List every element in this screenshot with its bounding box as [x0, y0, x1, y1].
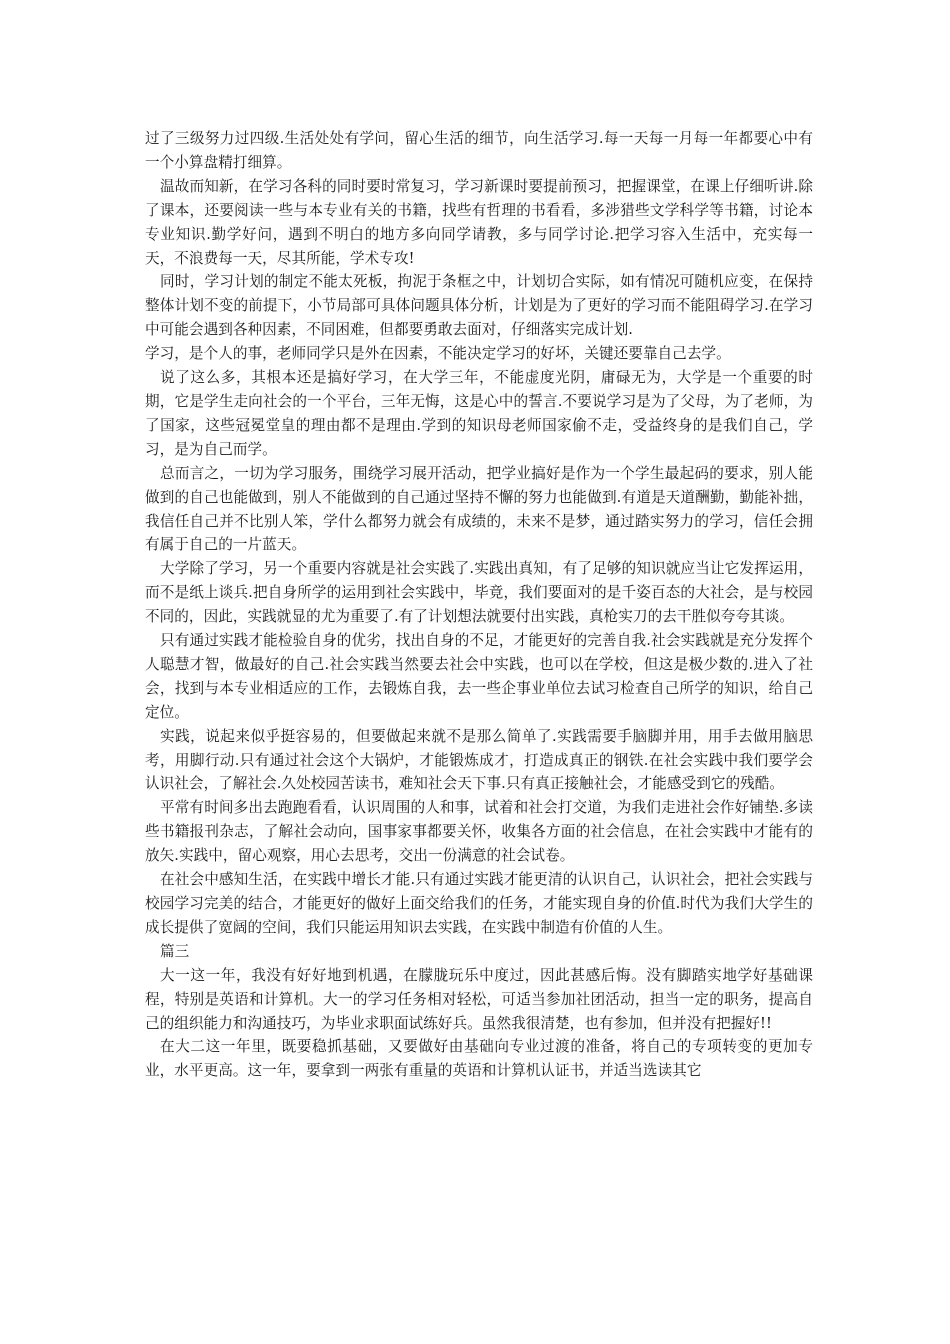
paragraph: 实践，说起来似乎挺容易的，但要做起来就不是那么简单了.实践需要手脑脚并用，用手去做用脑思考，用脚行动.只有通过社会这个大锅炉，才能锻炼成才，打造成真正的钢铁.在社会实践中我们要学会认识社会，了解社会.久处校园苦读书，难知社会天下事.只有真正接触社会，才能感受到它的残酷。: [145, 727, 813, 793]
paragraph: 大学除了学习，另一个重要内容就是社会实践了.实践出真知，有了足够的知识就应当让它发挥运用，而不是纸上谈兵.把自身所学的运用到社会实践中，毕竟，我们要面对的是千姿百态的大社会，是与校园不同的，因此，实践就显的尤为重要了.有了计划想法就要付出实践，真枪实刀的去干胜似夸夸其谈。: [145, 560, 813, 626]
paragraph: 过了三级努力过四级.生活处处有学问，留心生活的细节，向生活学习.每一天每一月每一年都要心中有一个小算盘精打细算。: [145, 130, 813, 171]
paragraph: 在社会中感知生活，在实践中增长才能.只有通过实践才能更清的认识自己，认识社会，把社会实践与校园学习完美的结合，才能更好的做好上面交给我们的任务，才能实现自身的价值.时代为我们大学生的成长提供了宽阔的空间，我们只能运用知识去实践，在实践中制造有价值的人生。: [145, 871, 813, 936]
paragraph: 大一这一年，我没有好好地到机遇，在朦胧玩乐中度过，因此甚感后悔。没有脚踏实地学好基础课程，特别是英语和计算机。大一的学习任务相对轻松，可适当参加社团活动，担当一定的职务，提高自己的组织能力和沟通技巧，为毕业求职面试练好兵。虽然我很清楚，也有参加，但并没有把握好!!: [145, 966, 813, 1032]
section-heading: 篇三: [160, 942, 190, 960]
paragraph: 温故而知新，在学习各科的同时要时常复习，学习新课时要提前预习，把握课堂，在课上仔细听讲.除了课本，还要阅读一些与本专业有关的书籍，找些有哲理的书看看，多涉猎些文学科学等书籍，讨论本专业知识.勤学好问，遇到不明白的地方多向同学请教，多与同学讨论.把学习容入生活中，充实每一天，不浪费每一天，尽其所能，学术专攻!: [145, 177, 813, 267]
paragraph: 只有通过实践才能检验自身的优劣，找出自身的不足，才能更好的完善自我.社会实践就是充分发挥个人聪慧才智，做最好的自己.社会实践当然要去社会中实践，也可以在学校，但这是极少数的.进入了社会，找到与本专业相适应的工作，去锻炼自我，去一些企事业单位去试习检查自己所学的知识，给自己定位。: [145, 632, 813, 721]
paragraph: 在大二这一年里，既要稳抓基础，又要做好由基础向专业过渡的准备，将自己的专项转变的更加专业，水平更高。这一年，要拿到一两张有重量的英语和计算机认证书，并适当选读其它: [145, 1038, 813, 1080]
paragraph: 总而言之，一切为学习服务，围绕学习展开活动，把学业搞好是作为一个学生最起码的要求，别人能做到的自己也能做到，别人不能做到的自己通过坚持不懈的努力也能做到.有道是天道酬勤，勤能补拙，我信任自己并不比别人笨，学什么都努力就会有成绩的，未来不是梦，通过踏实努力的学习，信任会拥有属于自己的一片蓝天。: [145, 464, 813, 554]
paragraph: 同时，学习计划的制定不能太死板，拘泥于条框之中，计划切合实际，如有情况可随机应变，在保持整体计划不变的前提下，小节局部可具体问题具体分析，计划是为了更好的学习而不能阻碍学习.在学习中可能会遇到各种因素，不同困难，但都要勇敢去面对，仔细落实完成计划.: [145, 273, 813, 339]
paragraph: 平常有时间多出去跑跑看看，认识周围的人和事，试着和社会打交道，为我们走进社会作好铺垫.多读些书籍报刊杂志，了解社会动向，国事家事都要关怀，收集各方面的社会信息，在社会实践中才能有的放矢.实践中，留心观察，用心去思考，交出一份满意的社会试卷。: [145, 799, 813, 865]
document-page: [145, 127, 813, 1083]
paragraph: 学习，是个人的事，老师同学只是外在因素，不能决定学习的好坏，关键还要靠自己去学。: [145, 345, 731, 363]
paragraph: 说了这么多，其根本还是搞好学习，在大学三年，不能虚度光阴，庸碌无为，大学是一个重要的时期，它是学生走向社会的一个平台，三年无悔，这是心中的誓言.不要说学习是为了父母，为了老师，为了国家，这些冠冕堂皇的理由都不是理由.学到的知识母老师国家偷不走，受益终身的是我们自己，学习，是为自己而学。: [145, 369, 813, 458]
